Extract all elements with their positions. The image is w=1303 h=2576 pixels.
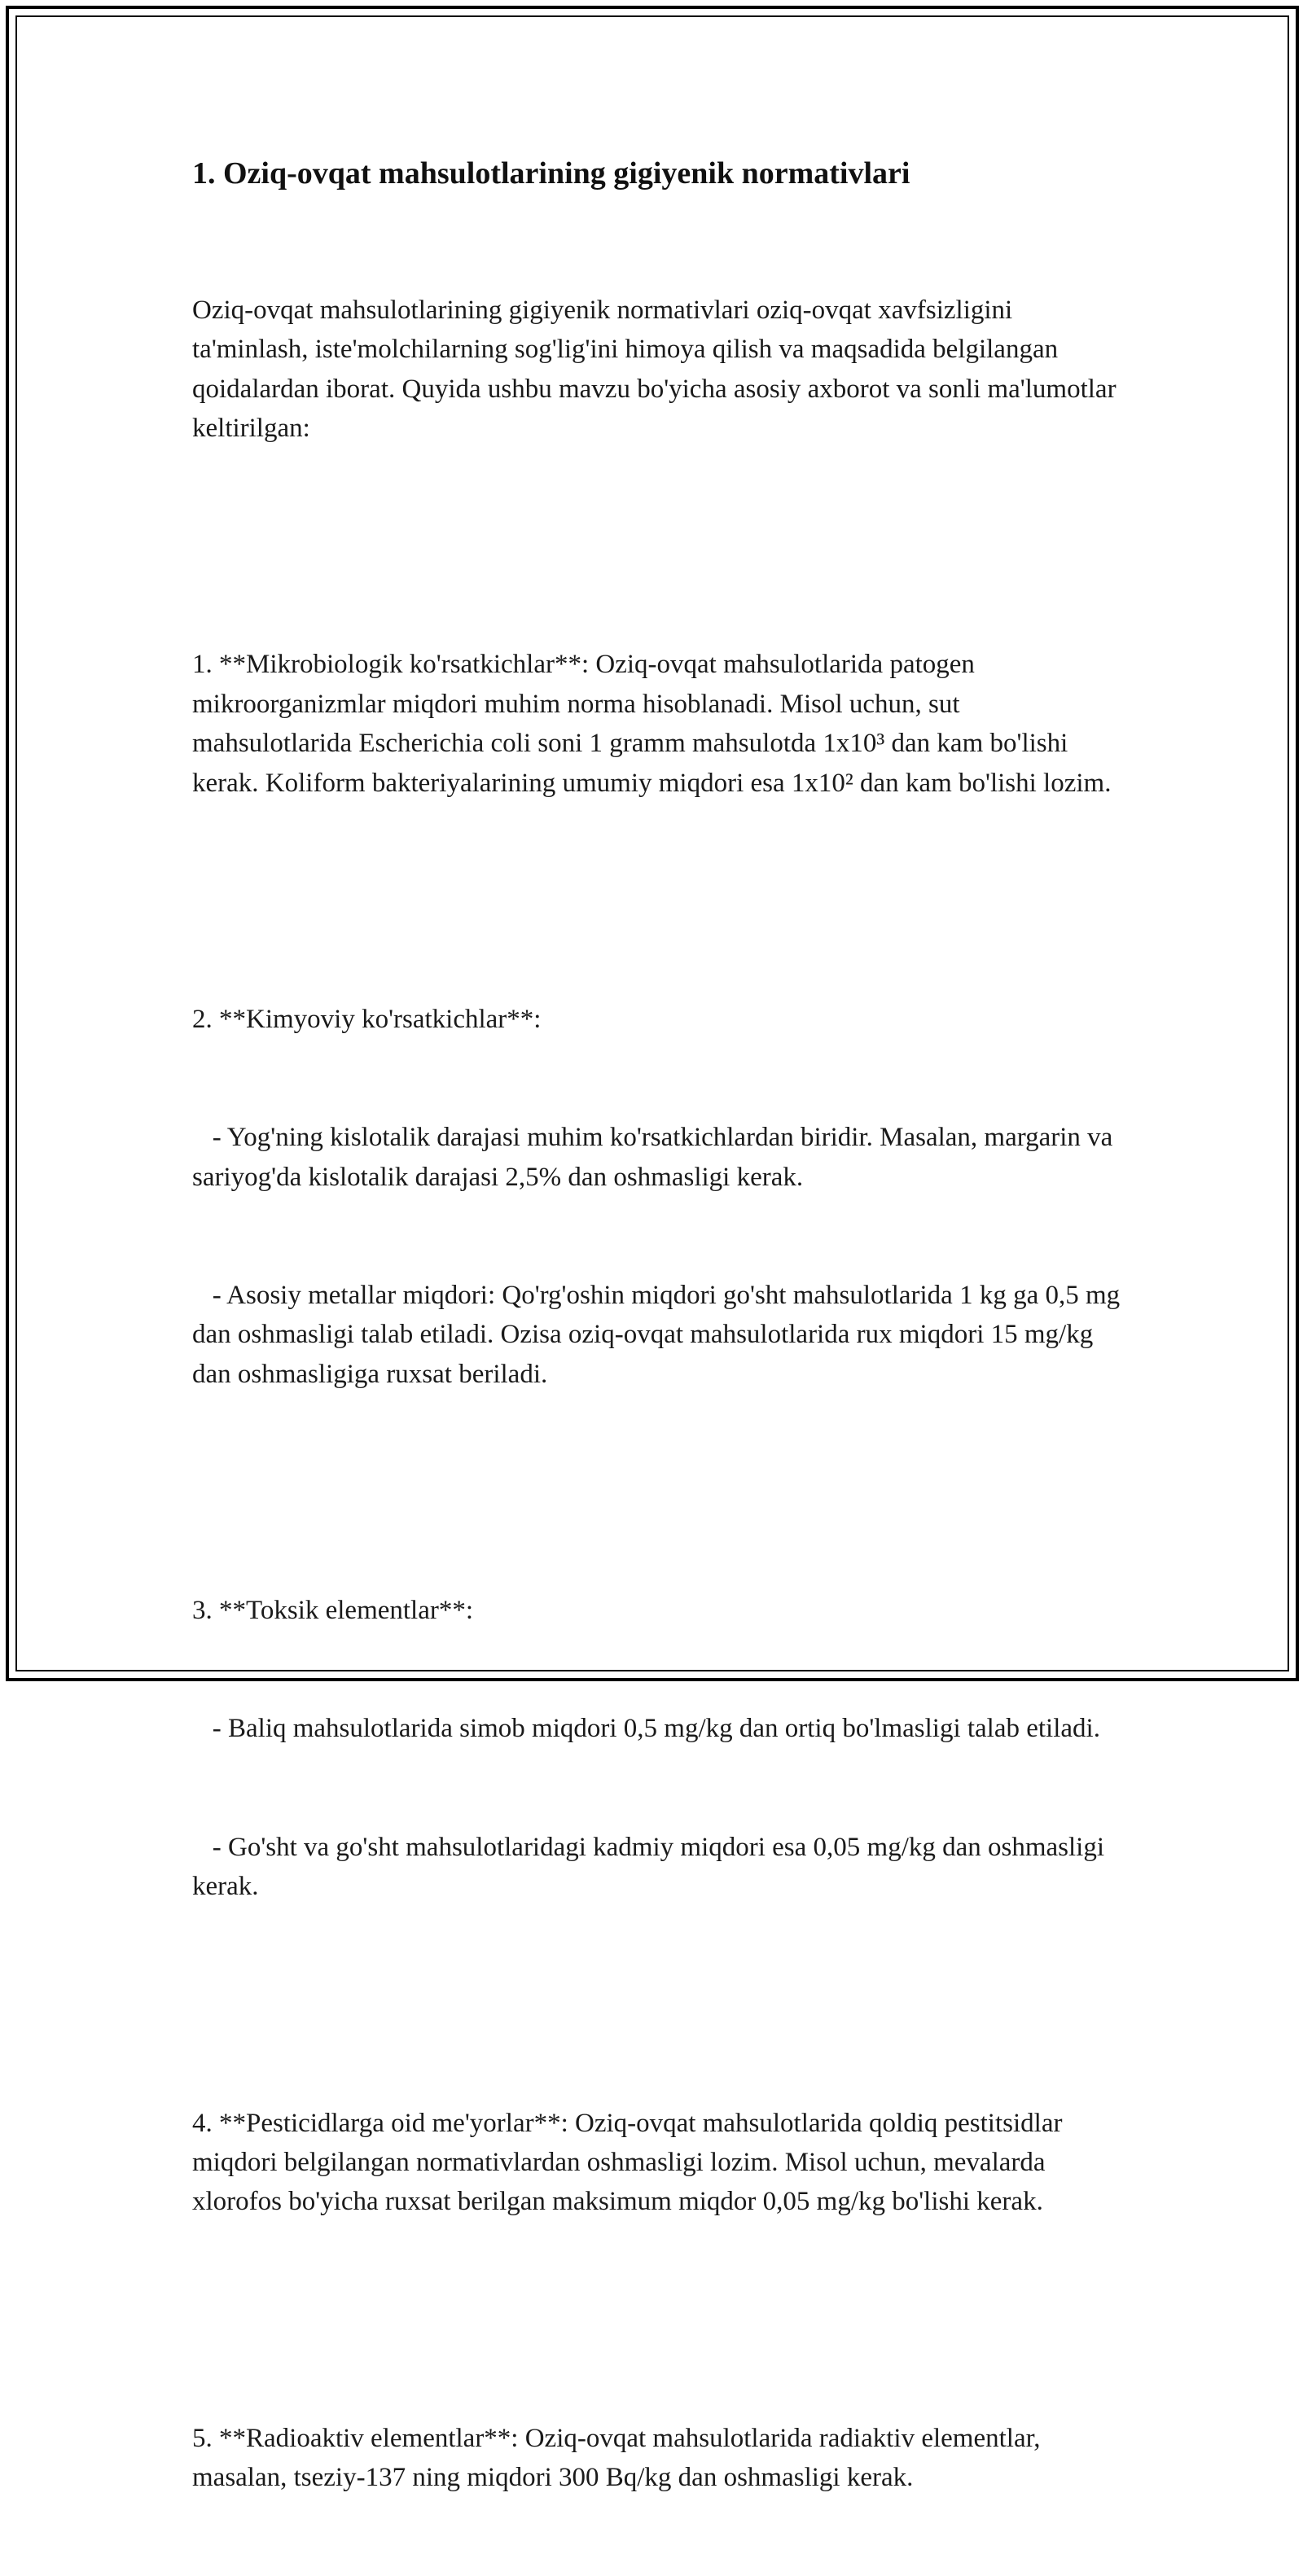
blank-line xyxy=(192,1985,1121,2024)
document-body xyxy=(192,212,1127,2576)
blank-line xyxy=(192,882,1121,921)
document-page xyxy=(192,151,1127,2576)
blank-line xyxy=(192,1473,1121,1512)
item-chemical-metals: - Asosiy metallar miqdori: Qo'rg'oshin miqdori go'sht mahsulotlarida 1 kg ga 0,5 mg dan oshmasligi talab etiladi. Ozisa oziq-ovqat mahsulotlarida rux miqdori 15 mg/kg dan oshmasligiga ruxsat beriladi. xyxy=(192,1280,1127,1389)
intro-paragraph: Oziq-ovqat mahsulotlarining gigiyenik normativlari oziq-ovqat xavfsizligini ta'minlash, iste'molchilarning sog'lig'ini himoya qilish va maqsadida belgilangan qoidalardan iborat. Quyida ushbu mavzu bo'yicha asosiy axborot va sonli ma'lumotlar keltirilgan: xyxy=(192,295,1123,444)
item-pesticides: 4. **Pesticidlarga oid me'yorlar**: Oziq-ovqat mahsulotlarida qoldiq pestitsidlar miqdori belgilangan normativlardan oshmasligi lozim. Misol uchun, mevalarda xlorofos bo'yicha ruxsat berilgan maksimum miqdor 0,05 mg/kg bo'lishi kerak. xyxy=(192,2108,1069,2217)
item-microbiological: 1. **Mikrobiologik ko'rsatkichlar**: Oziq-ovqat mahsulotlarida patogen mikroorganizmlar miqdori muhim norma hisoblanadi. Misol uchun, sut mahsulotlarida Escherichia coli soni 1 gramm mahsulotda 1x10³ dan kam bo'lishi kerak. Koliform bakteriyalarining umumiy miqdori esa 1x10² dan kam bo'lishi lozim. xyxy=(192,650,1112,798)
item-toxic-heading: 3. **Toksik elementlar**: xyxy=(192,1596,474,1626)
item-radioactive: 5. **Radioaktiv elementlar**: Oziq-ovqat mahsulotlarida radiaktiv elementlar, masalan, tseziy-137 ning miqdori 300 Bq/kg dan oshmasligi kerak. xyxy=(192,2423,1047,2493)
blank-line xyxy=(192,527,1121,566)
item-toxic-mercury: - Baliq mahsulotlarida simob miqdori 0,5 mg/kg dan ortiq bo'lmasligi talab etiladi. xyxy=(192,1714,1100,1744)
item-chemical-heading: 2. **Kimyoviy ko'rsatkichlar**: xyxy=(192,1005,542,1035)
document-title: 1. Oziq-ovqat mahsulotlarining gigiyenik normativlari xyxy=(192,156,910,191)
blank-line xyxy=(192,2301,1121,2340)
item-chemical-acidity: - Yog'ning kislotalik darajasi muhim ko'rsatkichlardan biridir. Masalan, margarin va sariyog'da kislotalik darajasi 2,5% dan oshmasligi kerak. xyxy=(192,1123,1120,1192)
item-toxic-cadmium: - Go'sht va go'sht mahsulotlaridagi kadmiy miqdori esa 0,05 mg/kg dan oshmasligi kerak. xyxy=(192,1832,1112,1902)
